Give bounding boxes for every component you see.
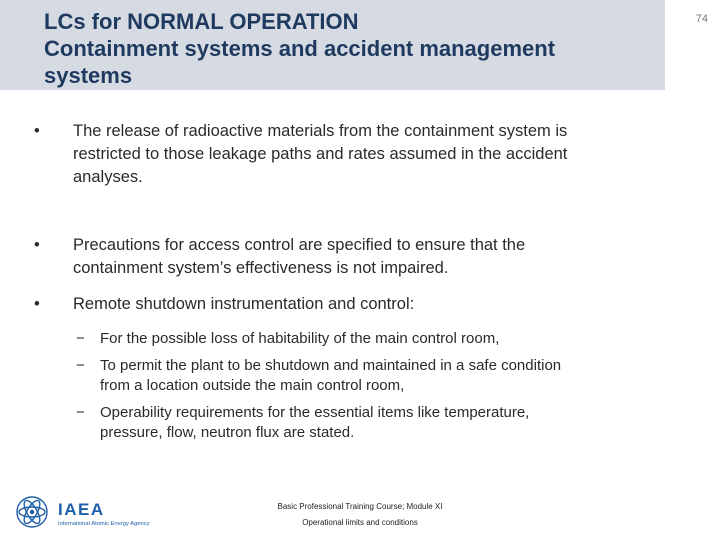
bullet-line: analyses. xyxy=(73,168,143,186)
bullet-marker: • xyxy=(34,122,40,140)
logo-text: IAEA xyxy=(58,500,105,519)
bullet-list xyxy=(34,120,694,444)
logo-subtext: International Atomic Energy Agency xyxy=(58,521,150,527)
sub-bullet-item xyxy=(34,329,694,350)
title-line-3: systems xyxy=(44,63,133,88)
iaea-logo xyxy=(14,492,174,530)
footer-course: Basic Professional Training Course; Module XI xyxy=(277,502,443,511)
sub-bullet-line: from a location outside the main control room, xyxy=(100,377,405,394)
bullet-line: The release of radioactive materials from the containment system is xyxy=(73,122,568,140)
sub-bullet-item xyxy=(34,403,694,444)
bullet-marker: • xyxy=(34,295,40,313)
sub-bullet-line: For the possible loss of habitability of the main control room, xyxy=(100,330,500,347)
bullet-line: Remote shutdown instrumentation and control: xyxy=(73,295,415,313)
bullet-item xyxy=(34,293,694,316)
bullet-line: restricted to those leakage paths and rates assumed in the accident xyxy=(73,145,568,163)
sub-bullet-marker: − xyxy=(76,356,85,374)
iaea-emblem-icon xyxy=(14,492,174,530)
sub-bullet-list xyxy=(34,329,694,444)
bullet-line: containment system’s effectiveness is not impaired. xyxy=(73,259,449,277)
bullet-item xyxy=(34,120,694,189)
bullet-marker: • xyxy=(34,236,40,254)
sub-bullet-line: pressure, flow, neutron flux are stated. xyxy=(100,424,355,441)
sub-bullet-marker: − xyxy=(76,330,85,347)
slide-title xyxy=(44,8,664,89)
sub-bullet-line: Operability requirements for the essential items like temperature, xyxy=(100,403,530,421)
bullet-line: Precautions for access control are specified to ensure that the xyxy=(73,236,526,254)
title-line-1: LCs for NORMAL OPERATION xyxy=(44,9,359,34)
sub-bullet-line: To permit the plant to be shutdown and maintained in a safe condition xyxy=(100,356,562,374)
page-number: 74 xyxy=(695,13,708,25)
sub-bullet-item xyxy=(34,356,694,397)
sub-bullet-marker: − xyxy=(76,403,85,421)
title-line-2: Containment systems and accident management xyxy=(44,36,556,61)
bullet-item xyxy=(34,234,694,280)
footer-topic: Operational limits and conditions xyxy=(302,518,418,527)
